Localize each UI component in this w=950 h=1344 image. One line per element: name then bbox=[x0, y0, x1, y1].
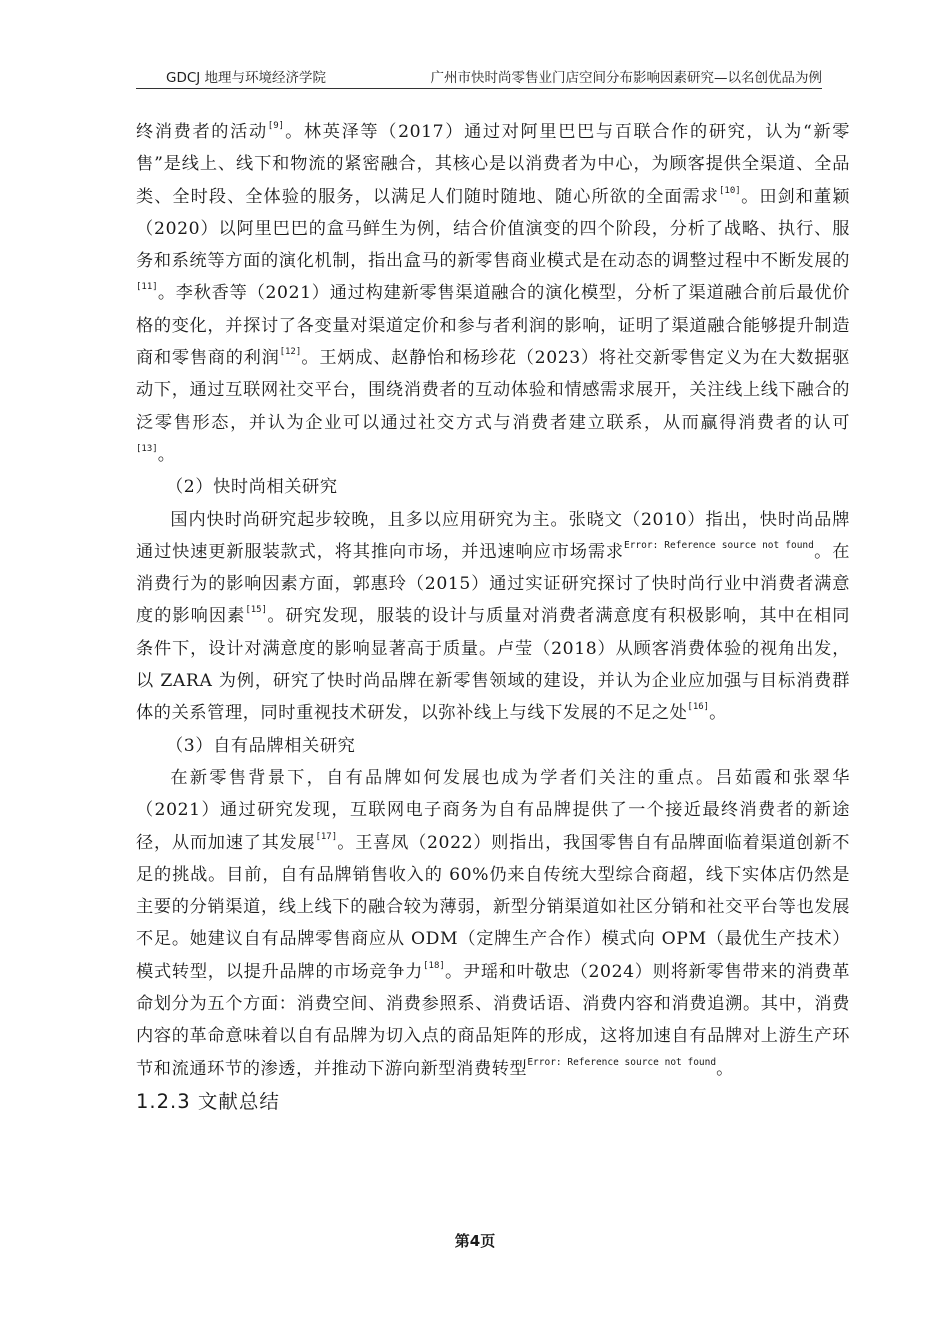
citation-error: Error: Reference source not found bbox=[623, 539, 814, 551]
citation: [18] bbox=[423, 960, 445, 971]
page-body bbox=[136, 116, 850, 1117]
citation: [17] bbox=[315, 831, 338, 842]
citation: [15] bbox=[245, 605, 267, 616]
paragraph-private-label: 在新零售背景下，自有品牌如何发展也成为学者们关注的重点。吕茹霞和张翠华（2021）通过研究发现，互联网电子商务为自有品牌提供了一个接近最终消费者的新途径，从而加速了其发展[17]。王喜凤（2022）则指出，我国零售自有品牌面临着渠道创新不足的挑战。目前，自有品牌销售收入的 60%仍来自传统大型综合商超，线下实体店仍然是主要的分销渠道，线上线下的融合较为薄弱，新型分销渠道如社区分销和社交平台等也发展不足。她建议自有品牌零售商应从 ODM（定牌生产合作）模式向 OPM（最优生产技术）模式转型，以提升品牌的市场竞争力[18]。尹瑶和叶敬忠（2024）则将新零售带来的消费革命划分为五个方面：消费空间、消费参照系、消费话语、消费内容和消费追溯。其中，消费内容的革命意味着以自有品牌为切入点的商品矩阵的形成，这将加速自有品牌对上游生产环节和流通环节的渗透，并推动下游向新型消费转型$^{Error: Reference source not found}$。 bbox=[136, 767, 850, 1079]
subsection-title-private-label: （3）自有品牌相关研究 bbox=[166, 735, 356, 756]
subsection-title-fast-fashion: （2）快时尚相关研究 bbox=[166, 477, 338, 498]
header-rule bbox=[136, 88, 822, 89]
citation: [13] bbox=[136, 443, 158, 454]
header-title: 广州市快时尚零售业门店空间分布影响因素研究—以名创优品为例 bbox=[430, 70, 822, 86]
section-heading: 1.2.3 文献总结 bbox=[136, 1089, 280, 1113]
header-school: GDCJ 地理与环境经济学院 bbox=[166, 70, 327, 86]
page-number: 第4页 bbox=[454, 1232, 496, 1250]
citation: [11] bbox=[136, 282, 158, 293]
citation-error: Error: Reference source not found bbox=[527, 1056, 717, 1068]
citation: [16] bbox=[687, 702, 710, 713]
citation: [12] bbox=[279, 347, 302, 358]
paragraph-fast-fashion: 国内快时尚研究起步较晚，且多以应用研究为主。张晓文（2010）指出，快时尚品牌通过快速更新服装款式，将其推向市场，并迅速响应市场需求$^{Error: Reference source not found}$。在消费行为的影响因素方面，郭惠玲（2015）通过实证研究探讨了快时尚行业中消费者满意度的影响因素[15]。研究发现，服装的设计与质量对消费者满意度有积极影响，其中在相同条件下，设计对满意度的影响显著高于质量。卢莹（2018）从顾客消费体验的视角出发，以 ZARA 为例，研究了快时尚品牌在新零售领域的建设，并认为企业应加强与目标消费群体的关系管理，同时重视技术研发，以弥补线上与线下发展的不足之处[16]。 bbox=[136, 509, 851, 724]
paragraph-new-retail: 终消费者的活动[9]。林英泽等（2017）通过对阿里巴巴与百联合作的研究，认为“新零售”是线上、线下和物流的紧密融合，其核心是以消费者为中心，为顾客提供全渠道、全品类、全时段、全体验的服务，以满足人们随时随地、随心所欲的全面需求[10]。田剑和董颖（2020）以阿里巴巴的盒马鲜生为例，结合价值演变的四个阶段，分析了战略、执行、服务和系统等方面的演化机制，指出盒马的新零售商业模式是在动态的调整过程中不断发展的[11]。李秋香等（2021）通过构建新零售渠道融合的演化模型，分析了渠道融合前后最优价格的变化，并探讨了各变量对渠道定价和参与者利润的影响，证明了渠道融合能够提升制造商和零售商的利润[12]。王炳成、赵静怡和杨珍花（2023）将社交新零售定义为在大数据驱动下，通过互联网社交平台，围绕消费者的互动体验和情感需求展开，关注线上线下融合的泛零售形态，并认为企业可以通过社交方式与消费者建立联系，从而赢得消费者的认可[13]。 bbox=[136, 121, 851, 465]
citation: [10] bbox=[719, 185, 741, 196]
citation: [9] bbox=[267, 121, 285, 131]
